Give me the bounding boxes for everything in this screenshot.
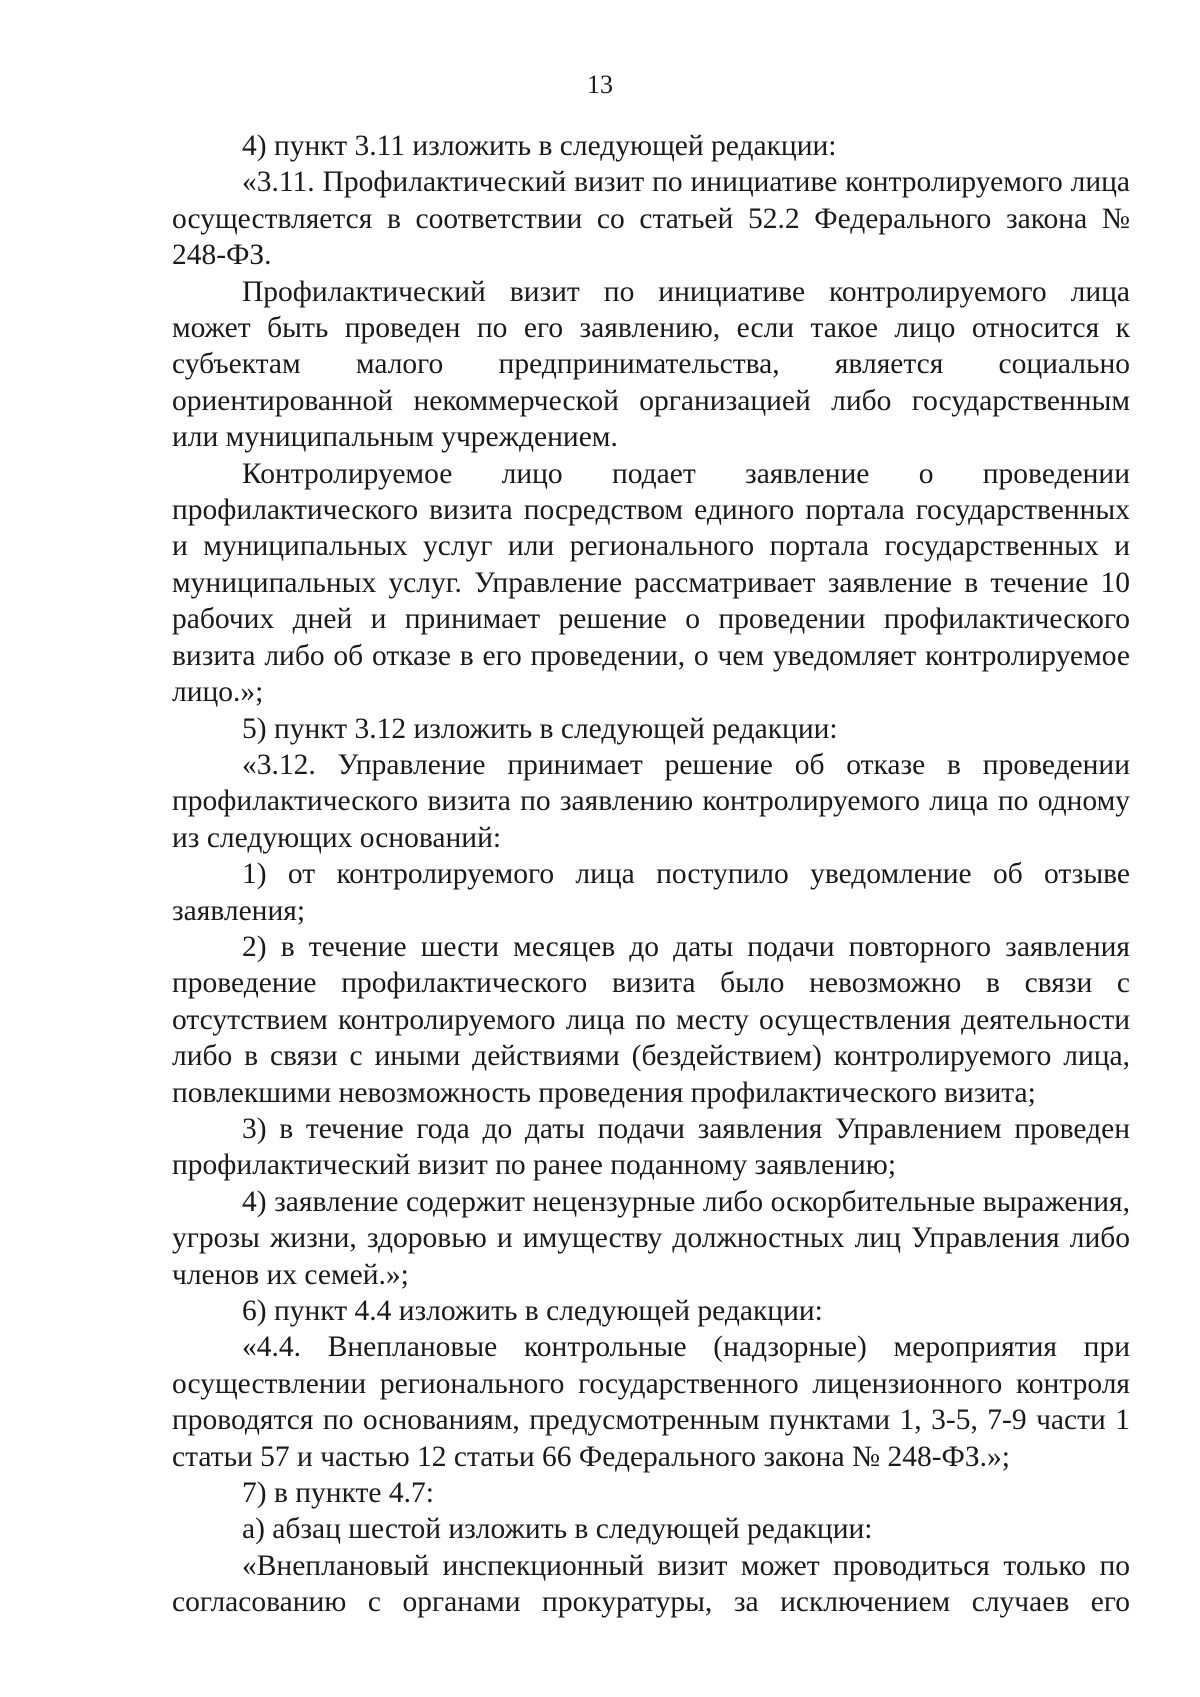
paragraph-item-4: 4) пункт 3.11 изложить в следующей редакции: bbox=[242, 130, 837, 162]
paragraph-quote-3-12: «3.12. Управление принимает решение об отказе в проведении профилактического визита по заявлению контролируемого лица по одному из следующих оснований: bbox=[172, 748, 1130, 854]
paragraph-item-5: 5) пункт 3.12 изложить в следующей редакции: bbox=[242, 712, 838, 745]
paragraph-ground-2: 2) в течение шести месяцев до даты подачи повторного заявления проведение профилактического визита было невозможно в связи с отсутствием контролируемого лица по месту осуществления деятельности либо в связи с иными действиями (бездействием) контролируемого лица, повлекшими невозможность проведения профилактического визита; bbox=[172, 930, 1130, 1109]
document-body bbox=[172, 128, 1130, 1621]
paragraph-subitem-a: а) абзац шестой изложить в следующей редакции: bbox=[242, 1513, 873, 1546]
paragraph-item-6: 6) пункт 4.4 изложить в следующей редакции: bbox=[242, 1295, 823, 1327]
paragraph-quote-inspection-visit: «Внеплановый инспекционный визит может проводиться только по согласованию с органами прокуратуры, за исключением случаев его bbox=[172, 1549, 1130, 1619]
paragraph-item-7: 7) в пункте 4.7: bbox=[242, 1477, 434, 1510]
paragraph-ground-3: 3) в течение года до даты подачи заявления Управлением проведен профилактический визит по ранее поданному заявлению; bbox=[172, 1112, 1130, 1182]
paragraph-quote-3-11: «3.11. Профилактический визит по инициативе контролируемого лица осуществляется в соответствии со статьей 52.2 Федерального закона № 248-ФЗ. bbox=[172, 166, 1130, 272]
paragraph-ground-1: 1) от контролируемого лица поступило уведомление об отзыве заявления; bbox=[172, 858, 1130, 927]
page-number: 13 bbox=[587, 70, 613, 99]
paragraph-visit-eligibility: Профилактический визит по инициативе контролируемого лица может быть проведен по его заявлению, если такое лицо относится к субъектам малого предпринимательства, является социально ориентированной некоммерческой организацией либо государственным или муниципальным учреждением. bbox=[172, 275, 1130, 454]
paragraph-application-procedure: Контролируемое лицо подает заявление о проведении профилактического визита посредством единого портала государственных и муниципальных услуг или регионального портала государственных и муниципальных услуг. Управление рассматривает заявление в течение 10 рабочих дней и принимает решение о проведении профилактического визита либо об отказе в его проведении, о чем уведомляет контролируемое лицо.»; bbox=[172, 457, 1130, 709]
paragraph-quote-4-4: «4.4. Внеплановые контрольные (надзорные) мероприятия при осуществлении регионального государственного лицензионного контроля проводятся по основаниям, предусмотренным пунктами 1, 3-5, 7-9 части 1 статьи 57 и частью 12 статьи 66 Федерального закона № 248-ФЗ.»; bbox=[172, 1331, 1130, 1473]
paragraph-ground-4: 4) заявление содержит нецензурные либо оскорбительные выражения, угрозы жизни, здоровью и имуществу должностных лиц Управления либо членов их семей.»; bbox=[172, 1185, 1130, 1291]
